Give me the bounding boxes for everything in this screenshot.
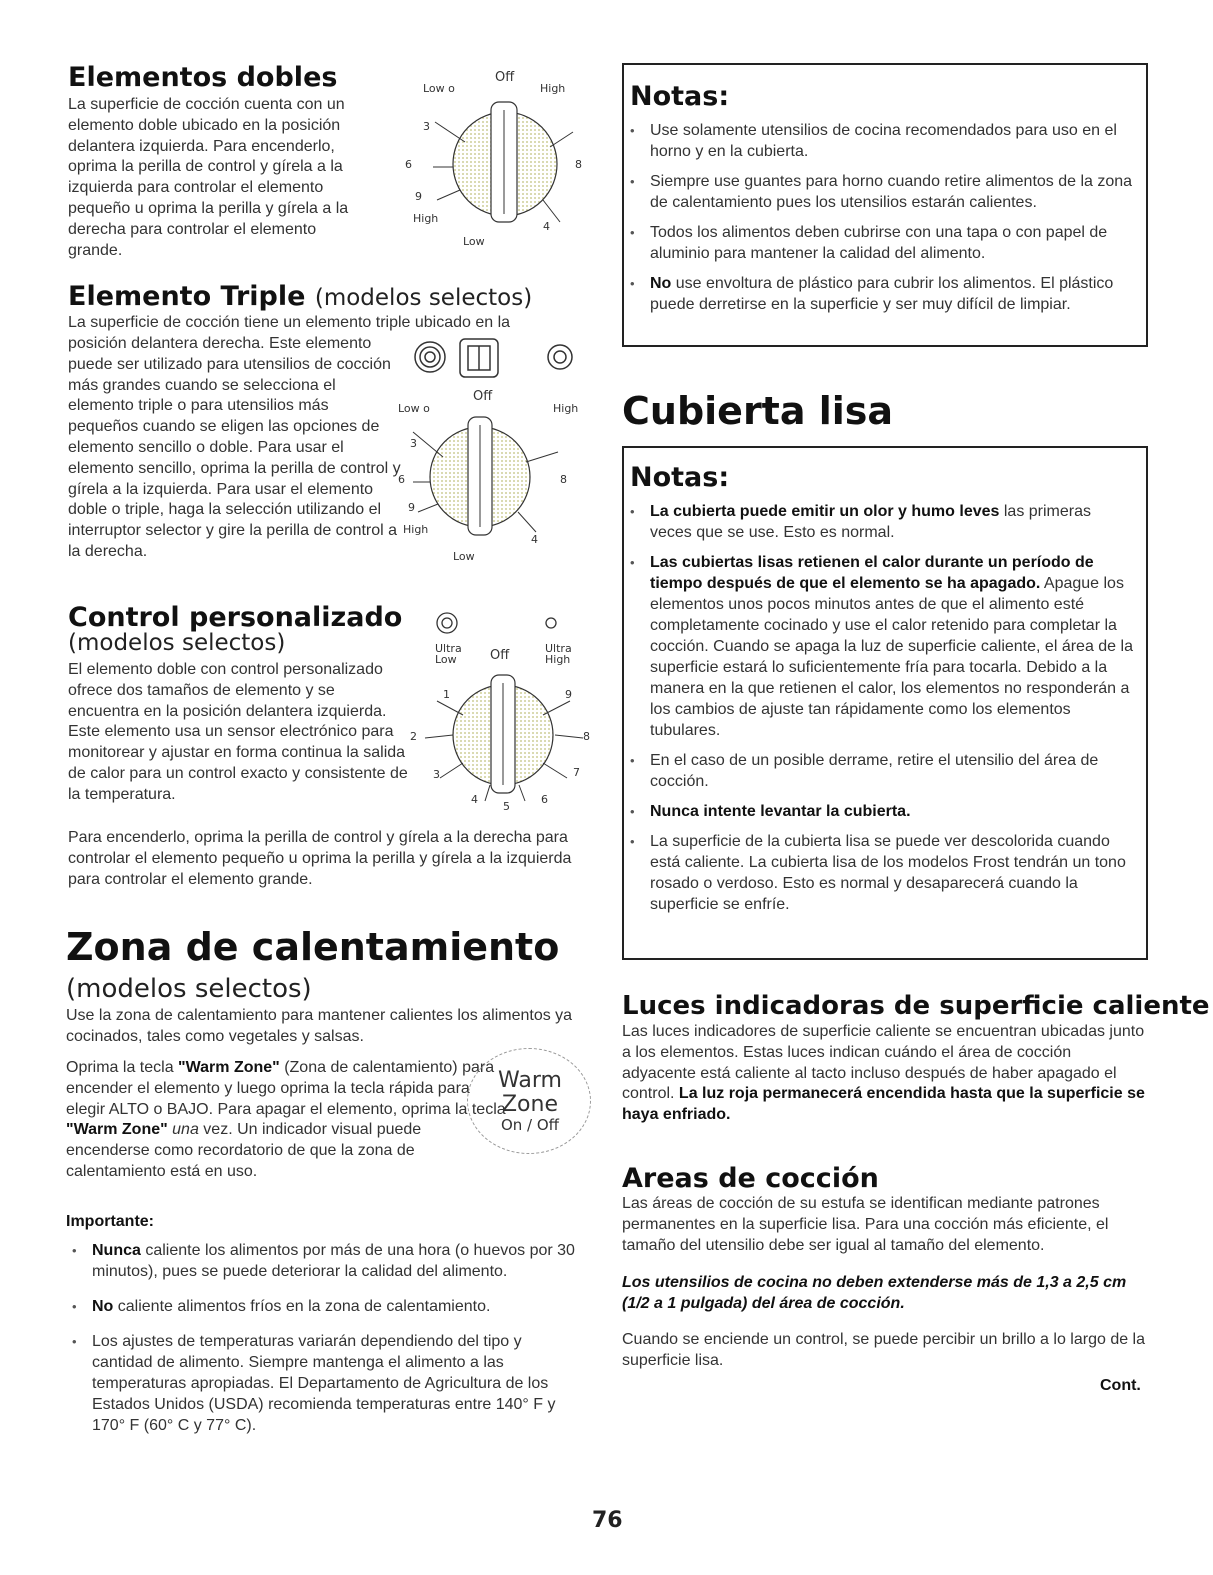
notas-box-2 bbox=[622, 446, 1148, 960]
list-item: • No caliente alimentos fríos en la zona de calentamiento. bbox=[66, 1296, 586, 1317]
notas-title: Notas: bbox=[630, 462, 730, 493]
element-size-icons bbox=[433, 610, 563, 636]
zona-body1: Use la zona de calentamiento para mantener calientes los alimentos ya cocinados, tales como vegetales y salsas. bbox=[66, 1007, 573, 1045]
heading-luces-indicadoras: Luces indicadoras de superficie caliente bbox=[622, 991, 1210, 1021]
knob-dial-icon bbox=[415, 663, 595, 813]
knob-dial-icon bbox=[408, 407, 573, 552]
importante-label: Importante: bbox=[66, 1213, 154, 1230]
areas-warning: Los utensilios de cocina no deben extenderse más de 1,3 a 2,5 cm (1/2 a 1 pulgada) del área de cocción. bbox=[622, 1274, 1127, 1312]
luces-body: Las luces indicadores de superficie caliente se encuentran ubicadas junto a los elementos. Estas luces indican cuándo el área de cocción adyacente está caliente al tacto incluso después de haber apagado el control. La luz roja permanecerá encendida hasta que la superficie se haya enfriado. bbox=[622, 1023, 1145, 1124]
list-item: • Nunca intente levantar la cubierta. bbox=[624, 801, 1134, 822]
list-item: • Siempre use guantes para horno cuando retire alimentos de la zona de calentamiento pues los utensilios estarán calientes. bbox=[624, 171, 1134, 213]
continued-label: Cont. bbox=[1100, 1377, 1141, 1394]
control-personalizado-body2: Para encenderlo, oprima la perilla de control y gírela a la derecha para controlar el elemento pequeño u oprima la perilla y gírela a la izquierda para controlar el elemento grande. bbox=[68, 829, 572, 888]
list-item: • La cubierta puede emitir un olor y humo leves las primeras veces que se use. Esto es normal. bbox=[624, 501, 1134, 543]
warm-zone-label-1: Warm bbox=[498, 1068, 562, 1093]
heading-elementos-dobles: Elementos dobles bbox=[68, 62, 338, 93]
elemento-triple-body: posición delantera derecha. Este elemento puede ser utilizado para utensilios de cocción más grandes cuando se selecciona el elemento triple o para utensilios más pequeños cuando se eligen las opciones de elemento sencillo o doble. Para usar el elemento sencillo, oprima la perilla de control y gírela a la izquierda. Para usar el elemento doble o triple, haga la selección utilizando el interruptor selector y gire la perilla de control a la derecha. bbox=[68, 335, 401, 560]
control-personalizado-body: El elemento doble con control personalizado ofrece dos tamaños de elemento y se encuentra en la posición delantera izquierda. Este elemento usa un sensor electrónico para monitorear y ajustar en forma continua la salida de calor para un control exacto y consistente de la temperatura. bbox=[68, 661, 408, 803]
warm-zone-label-3: On / Off bbox=[500, 1116, 560, 1134]
warm-zone-label-2: Zone bbox=[501, 1092, 558, 1117]
areas-body2: Cuando se enciende un control, se puede percibir un brillo a lo largo de la superficie lisa. bbox=[622, 1331, 1146, 1369]
list-item: • No use envoltura de plástico para cubrir los alimentos. El plástico puede derretirse en la superficie y ser muy difícil de limpiar. bbox=[624, 273, 1134, 315]
element-selector-icons bbox=[410, 333, 580, 383]
list-item: • Los ajustes de temperaturas variarán dependiendo del tipo y cantidad de alimento. Siempre mantenga el alimento a las temperaturas apropiadas. El Departamento de Agricultura de los Estados Unidos (USDA) recomienda temperaturas entre 140° F y 170° F (60° C y 77° C). bbox=[66, 1331, 586, 1436]
elemento-triple-body-line1: La superficie de cocción tiene un elemento triple ubicado en la bbox=[68, 314, 511, 331]
list-item: • La superficie de la cubierta lisa se puede ver descolorida cuando está caliente. La cubierta lisa de los modelos Frost tendrán un tono rosado o verdoso. Esto es normal y desaparecerá cuando la superficie se enfríe. bbox=[624, 831, 1134, 915]
elementos-dobles-body: La superficie de cocción cuenta con un elemento doble ubicado en la posición delantera izquierda. Para encenderlo, oprima la perilla de control y gírela a la izquierda para controlar el elemento pequeño u oprima la perilla y gírela a la derecha para controlar el elemento grande. bbox=[68, 96, 349, 259]
heading-zona-de-calentamiento: Zona de calentamiento bbox=[66, 925, 560, 969]
triple-element-knob-diagram: Low o Off High 3 6 8 9 High 4 Low bbox=[398, 389, 579, 563]
dual-element-knob-diagram: Low o Off High 3 6 8 9 High 4 Low bbox=[405, 70, 595, 255]
notas-list bbox=[624, 120, 1134, 315]
control-personalizado-subtitle: (modelos selectos) bbox=[68, 630, 286, 656]
list-item: • Las cubiertas lisas retienen el calor durante un período de tiempo después de que el elemento se ha apagado. Apague los elementos unos pocos minutos antes de que el alimento esté completamente cocinado y use el calor retenido para completar la cocción. Cuando se apaga la luz de superficie caliente, el área de la superficie estará lo suficientemente fría para tocarla. Debido a la manera en la que retienen el calor, los elementos no responderán a los cambios de ajuste tan rápidamente como los elementos tubulares. bbox=[624, 552, 1134, 741]
list-item: • Use solamente utensilios de cocina recomendados para uso en el horno y en la cubierta. bbox=[624, 120, 1134, 162]
knob-dial-icon bbox=[425, 92, 585, 237]
page-number: 76 bbox=[592, 1508, 623, 1533]
list-item: • En el caso de un posible derrame, retire el utensilio del área de cocción. bbox=[624, 750, 1134, 792]
areas-body: Las áreas de cocción de su estufa se identifican mediante patrones permanentes en la superficie lisa. Para una cocción más eficiente, el tamaño del utensilio debe ser igual al tamaño del elemento. bbox=[622, 1195, 1109, 1254]
heading-cubierta-lisa: Cubierta lisa bbox=[622, 389, 894, 433]
heading-areas-de-coccion: Areas de cocción bbox=[622, 1163, 879, 1194]
notas-title: Notas: bbox=[630, 81, 730, 112]
notas-list bbox=[624, 501, 1134, 915]
list-item: • Nunca caliente los alimentos por más de una hora (o huevos por 30 minutos), pues se puede deteriorar la calidad del alimento. bbox=[66, 1240, 586, 1282]
warm-zone-key[interactable] bbox=[467, 1048, 591, 1154]
heading-control-personalizado: Control personalizado bbox=[68, 602, 403, 633]
notas-box-1 bbox=[622, 63, 1148, 347]
list-item: • Todos los alimentos deben cubrirse con una tapa o con papel de aluminio para mantener la calidad del alimento. bbox=[624, 222, 1134, 264]
zona-body2: Oprima la tecla "Warm Zone" (Zona de calentamiento) para encender el elemento y luego oprima la tecla rápida para elegir ALTO o BAJO. Para apagar el elemento, oprima la tecla "Warm Zone" una vez. Un indicador visual puede encenderse como recordatorio de que la zona de calentamiento está en uso. bbox=[66, 1059, 506, 1180]
custom-control-knob-diagram: Ultra Low Off Ultra High 1 9 2 8 3 7 4 5 6 bbox=[405, 608, 595, 818]
zona-subtitle: (modelos selectos) bbox=[66, 974, 312, 1004]
heading-elemento-triple: Elemento Triple (modelos selectos) bbox=[68, 281, 533, 312]
importante-list bbox=[66, 1240, 586, 1445]
